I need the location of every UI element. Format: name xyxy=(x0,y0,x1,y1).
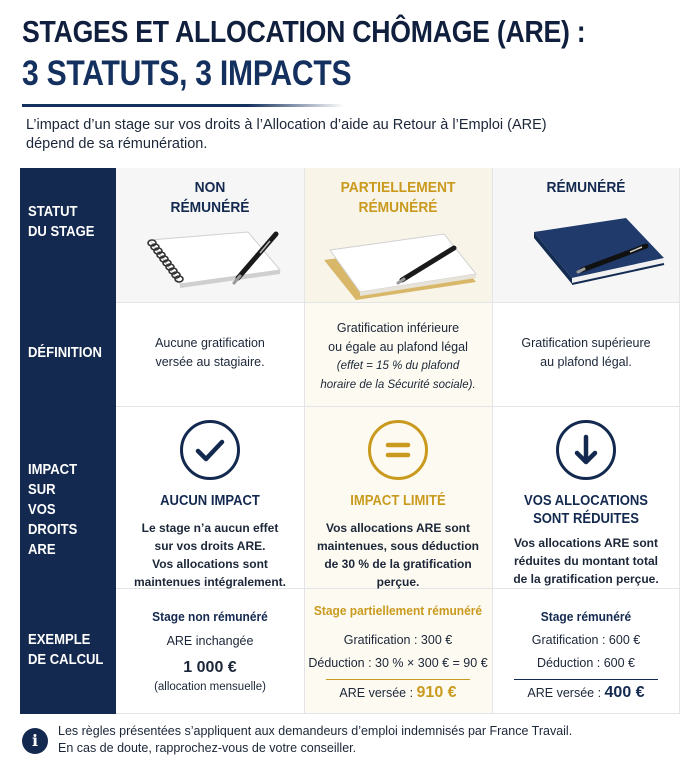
title-underline xyxy=(22,104,344,107)
intro-line-2: dépend de sa rémunération. xyxy=(26,136,208,152)
example-title: Stage non rémunéré xyxy=(152,609,268,624)
row-label-definition: DÉFINITION xyxy=(28,345,102,361)
example-note: (allocation mensuelle) xyxy=(154,681,266,693)
example-line: Déduction : 600 € xyxy=(537,656,635,670)
impact-non-remunere xyxy=(116,420,304,589)
intro-text xyxy=(26,116,666,154)
comparison-table xyxy=(20,168,680,714)
example-line: ARE inchangée xyxy=(166,634,254,648)
impact-partiellement-remunere xyxy=(304,420,492,589)
row-divider xyxy=(116,406,680,407)
row-label-impact: IMPACT SUR VOS DROITS ARE xyxy=(28,462,78,558)
footer-line-1: Les règles présentées s’appliquent aux demandeurs d’emploi indemnisés par France Travail. xyxy=(58,724,573,738)
example-amount: 1 000 € xyxy=(183,659,237,676)
spiral-notebook-illustration xyxy=(130,226,290,292)
example-line: Gratification : 300 € xyxy=(343,633,453,647)
row-label-statut: STATUT DU STAGE xyxy=(28,204,95,240)
info-icon: i xyxy=(22,728,48,754)
example-title: Stage rémunéré xyxy=(540,609,632,624)
impact-text: Le stage n’a aucun effet sur vos droits ARE. Vos allocations sont maintenues intégralement. xyxy=(133,521,287,589)
example-separator xyxy=(326,679,470,680)
result-value: 910 € xyxy=(416,684,457,701)
header-label: RÉMUNÉRÉ xyxy=(546,179,626,196)
header-label: NON RÉMUNÉRÉ xyxy=(170,179,250,216)
definition-non-remunere: Aucune gratification versée au stagiaire. xyxy=(155,336,265,369)
impact-title: AUCUN IMPACT xyxy=(160,493,260,509)
page-title xyxy=(22,14,682,94)
example-separator xyxy=(514,679,658,680)
impact-text: Vos allocations ARE sont maintenues, sous déduction de 30 % de la gratification perçue. xyxy=(316,521,480,589)
result-value: 400 € xyxy=(604,684,645,701)
impact-text: Vos allocations ARE sont réduites du montant total de la gratification perçue. xyxy=(513,536,659,586)
definition-remunere: Gratification supérieure au plafond légal. xyxy=(521,336,651,369)
example-non-remunere xyxy=(116,600,304,710)
navy-notebook-illustration xyxy=(508,212,668,292)
title-line-1: STAGES ET ALLOCATION CHÔMAGE (ARE) : xyxy=(22,14,586,49)
column-header-partiellement-remunere xyxy=(304,168,492,302)
footer-note xyxy=(58,723,678,757)
example-title: Stage partiellement rémunéré xyxy=(313,603,483,618)
example-result: ARE versée : 910 € xyxy=(339,684,457,701)
table-bottom-border xyxy=(116,713,680,714)
example-result: ARE versée : 400 € xyxy=(527,684,645,701)
row-label-column xyxy=(20,168,116,714)
example-line: Gratification : 600 € xyxy=(531,633,641,647)
example-partiellement-remunere xyxy=(304,600,492,710)
row-label-exemple: EXEMPLE DE CALCUL xyxy=(28,632,104,668)
impact-title: VOS ALLOCATIONS SONT RÉDUITES xyxy=(524,493,648,527)
intro-line-1: L’impact d’un stage sur vos droits à l’Allocation d’aide au Retour à l’Emploi (ARE) xyxy=(26,117,547,133)
header-label: PARTIELLEMENT RÉMUNÉRÉ xyxy=(340,179,456,216)
column-header-remunere xyxy=(492,168,680,302)
definition-partiellement-remunere: Gratification inférieure ou égale au plafond légal (effet = 15 % du plafond horaire de la Sécurité sociale). xyxy=(320,321,476,391)
notepad-illustration xyxy=(316,220,482,300)
arrow-down-icon xyxy=(556,420,616,480)
example-remunere xyxy=(492,600,680,710)
example-line: Déduction : 30 % × 300 € = 90 € xyxy=(308,656,488,670)
row-divider xyxy=(116,302,680,303)
check-icon xyxy=(180,420,240,480)
title-line-2: 3 STATUTS, 3 IMPACTS xyxy=(22,54,352,93)
column-header-non-remunere xyxy=(116,168,304,302)
impact-title: IMPACT LIMITÉ xyxy=(350,493,446,509)
equals-icon xyxy=(368,420,428,480)
impact-remunere xyxy=(492,420,680,586)
footer-line-2: En cas de doute, rapprochez-vous de votre conseiller. xyxy=(58,741,357,755)
